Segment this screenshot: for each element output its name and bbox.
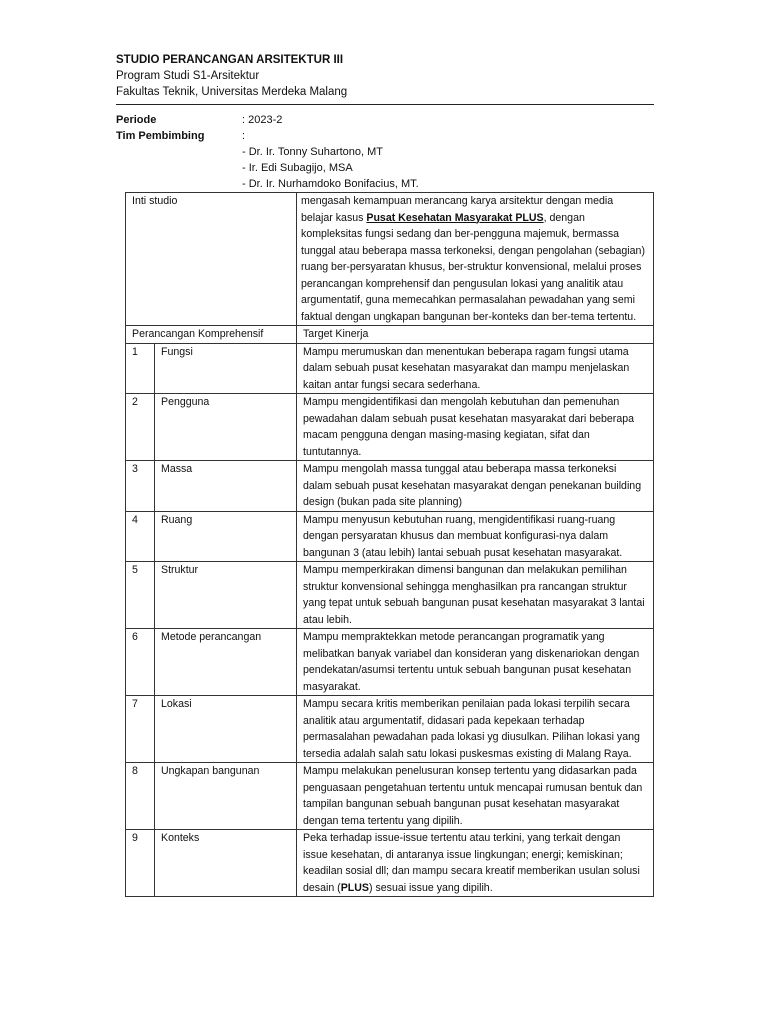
document-header (116, 52, 654, 192)
row-name: Fungsi (155, 343, 297, 394)
row-number: 6 (126, 629, 155, 696)
row-target: Mampu melakukan penelusuran konsep tertentu yang didasarkan pada penguasaan pengetahuan tertentu untuk mencapai rumusan bentuk dan tampilan bangunan sebuah bangunan pusat kesehatan masyarakat dengan tema tertentu yang dipilih. (297, 763, 654, 830)
row-name: Ungkapan bangunan (155, 763, 297, 830)
target-rows (126, 343, 654, 830)
inti-text (297, 193, 654, 326)
advisor-3: - Dr. Ir. Nurhamdoko Bonifacius, MT. (242, 178, 419, 190)
row-number: 4 (126, 511, 155, 562)
tim-row (116, 128, 654, 144)
row9-text-2: ) sesuai issue yang dipilih. (368, 881, 493, 894)
row-target: Mampu mengidentifikasi dan mengolah kebutuhan dan pemenuhan pewadahan dalam sebuah pusat kesehatan masyarakat dari beberapa macam pengguna dengan masing-masing kegiatan, sifat dan tuntutannya. (297, 394, 654, 461)
row-number: 2 (126, 394, 155, 461)
row-target: Mampu memperkirakan dimensi bangunan dan melakukan pemilihan struktur konvensional sehingga menghasilkan pra rancangan struktur yang tepat untuk sebuah bangunan pusat kesehatan masyarakat 3 lantai atau lebih. (297, 562, 654, 629)
row-name: Pengguna (155, 394, 297, 461)
inti-text-1: mengasah kemampuan merancang karya arsitektur dengan media belajar kasus (301, 195, 614, 224)
row-target: Mampu secara kritis memberikan penilaian pada lokasi terpilih secara analitik atau argumentatif, didasari pada kepekaan terhadap permasalahan pewadahan pada lokasi yg diusulkan. Pilihan lokasi yang tersedia adalah salah satu lokasi puskesmas existing di Malang Raya. (297, 696, 654, 763)
row-number: 8 (126, 763, 155, 830)
row-target: Mampu mempraktekkan metode perancangan programatik yang melibatkan banyak variabel dan konsideran yang diskenariokan dengan pendekatan/asumsi tertentu untuk sebuah bangunan pusat kesehatan masyarakat. (297, 629, 654, 696)
row-number: 7 (126, 696, 155, 763)
inti-highlight: Pusat Kesehatan Masyarakat PLUS (366, 211, 544, 224)
header-divider (116, 104, 654, 105)
faculty-name: Fakultas Teknik, Universitas Merdeka Malang (116, 86, 348, 98)
row-number: 1 (126, 343, 155, 394)
row-target: Mampu mengolah massa tunggal atau beberapa massa terkoneksi dalam sebuah pusat kesehatan masyarakat dengan penekanan building design (bukan pada site planning) (297, 461, 654, 512)
table-row (126, 763, 654, 830)
table-row (126, 696, 654, 763)
periode-row (116, 112, 654, 128)
table-row (126, 830, 654, 897)
table-row (126, 461, 654, 512)
program-name: Program Studi S1-Arsitektur (116, 70, 260, 82)
advisor-2: - Ir. Edi Subagijo, MSA (242, 162, 353, 174)
row9-text-1: Peka terhadap issue-issue tertentu atau terkini, yang terkait dengan issue kesehatan, di antaranya issue lingkungan; energi; kemiskinan; keadilan sosial dll; dan mampu secara kreatif memberikan usulan solusi desain ( (303, 832, 640, 894)
studio-title: STUDIO PERANCANGAN ARSITEKTUR III (116, 54, 344, 66)
inti-text-2: , dengan kompleksitas fungsi sedang dan ber-pengguna majemuk, bermassa tunggal atau beberapa massa terkoneksi, dengan pengolahan (sebagian) ruang ber-persyaratan khusus, ber-struktur konvensional, melalui proses perancangan komprehensif dan pengusulan lokasi yang analitik atau argumentatif, guna memecahkan permasalahan pewadahan yang semi faktual dengan ungkapan bangunan ber-konteks dan ber-tema tertentu. (301, 211, 645, 323)
row-target: Mampu merumuskan dan menentukan beberapa ragam fungsi utama dalam sebuah pusat kesehatan masyarakat dan mampu menjelaskan kaitan antar fungsi secara sederhana. (297, 343, 654, 394)
row-target: Mampu menyusun kebutuhan ruang, mengidentifikasi ruang-ruang dengan persyaratan khusus dan membuat konfigurasi-nya dalam bangunan 3 (atau lebih) lantai sebuah pusat kesehatan masyarakat. (297, 511, 654, 562)
table-row (126, 394, 654, 461)
row-name: Ruang (155, 511, 297, 562)
row-name: Metode perancangan (155, 629, 297, 696)
head-left: Perancangan Komprehensif (126, 326, 297, 344)
inti-studio-row (126, 193, 654, 326)
advisor-1: - Dr. Ir. Tonny Suhartono, MT (242, 146, 384, 158)
row-name: Massa (155, 461, 297, 512)
table-row (126, 511, 654, 562)
row-name: Struktur (155, 562, 297, 629)
head-right: Target Kinerja (297, 326, 654, 344)
tim-label: Tim Pembimbing (116, 130, 205, 142)
row-name: Lokasi (155, 696, 297, 763)
periode-value: : 2023-2 (242, 114, 283, 126)
table-head-row (126, 326, 654, 344)
table-row (126, 562, 654, 629)
row-number: 3 (126, 461, 155, 512)
row-number: 9 (126, 830, 155, 897)
row-target (297, 830, 654, 897)
row-name: Konteks (155, 830, 297, 897)
table-row (126, 629, 654, 696)
studio-table (125, 192, 654, 897)
row-number: 5 (126, 562, 155, 629)
tim-colon: : (242, 130, 246, 142)
inti-label: Inti studio (126, 193, 297, 326)
table-row (126, 343, 654, 394)
row9-bold: PLUS (340, 881, 369, 894)
periode-label: Periode (116, 114, 157, 126)
